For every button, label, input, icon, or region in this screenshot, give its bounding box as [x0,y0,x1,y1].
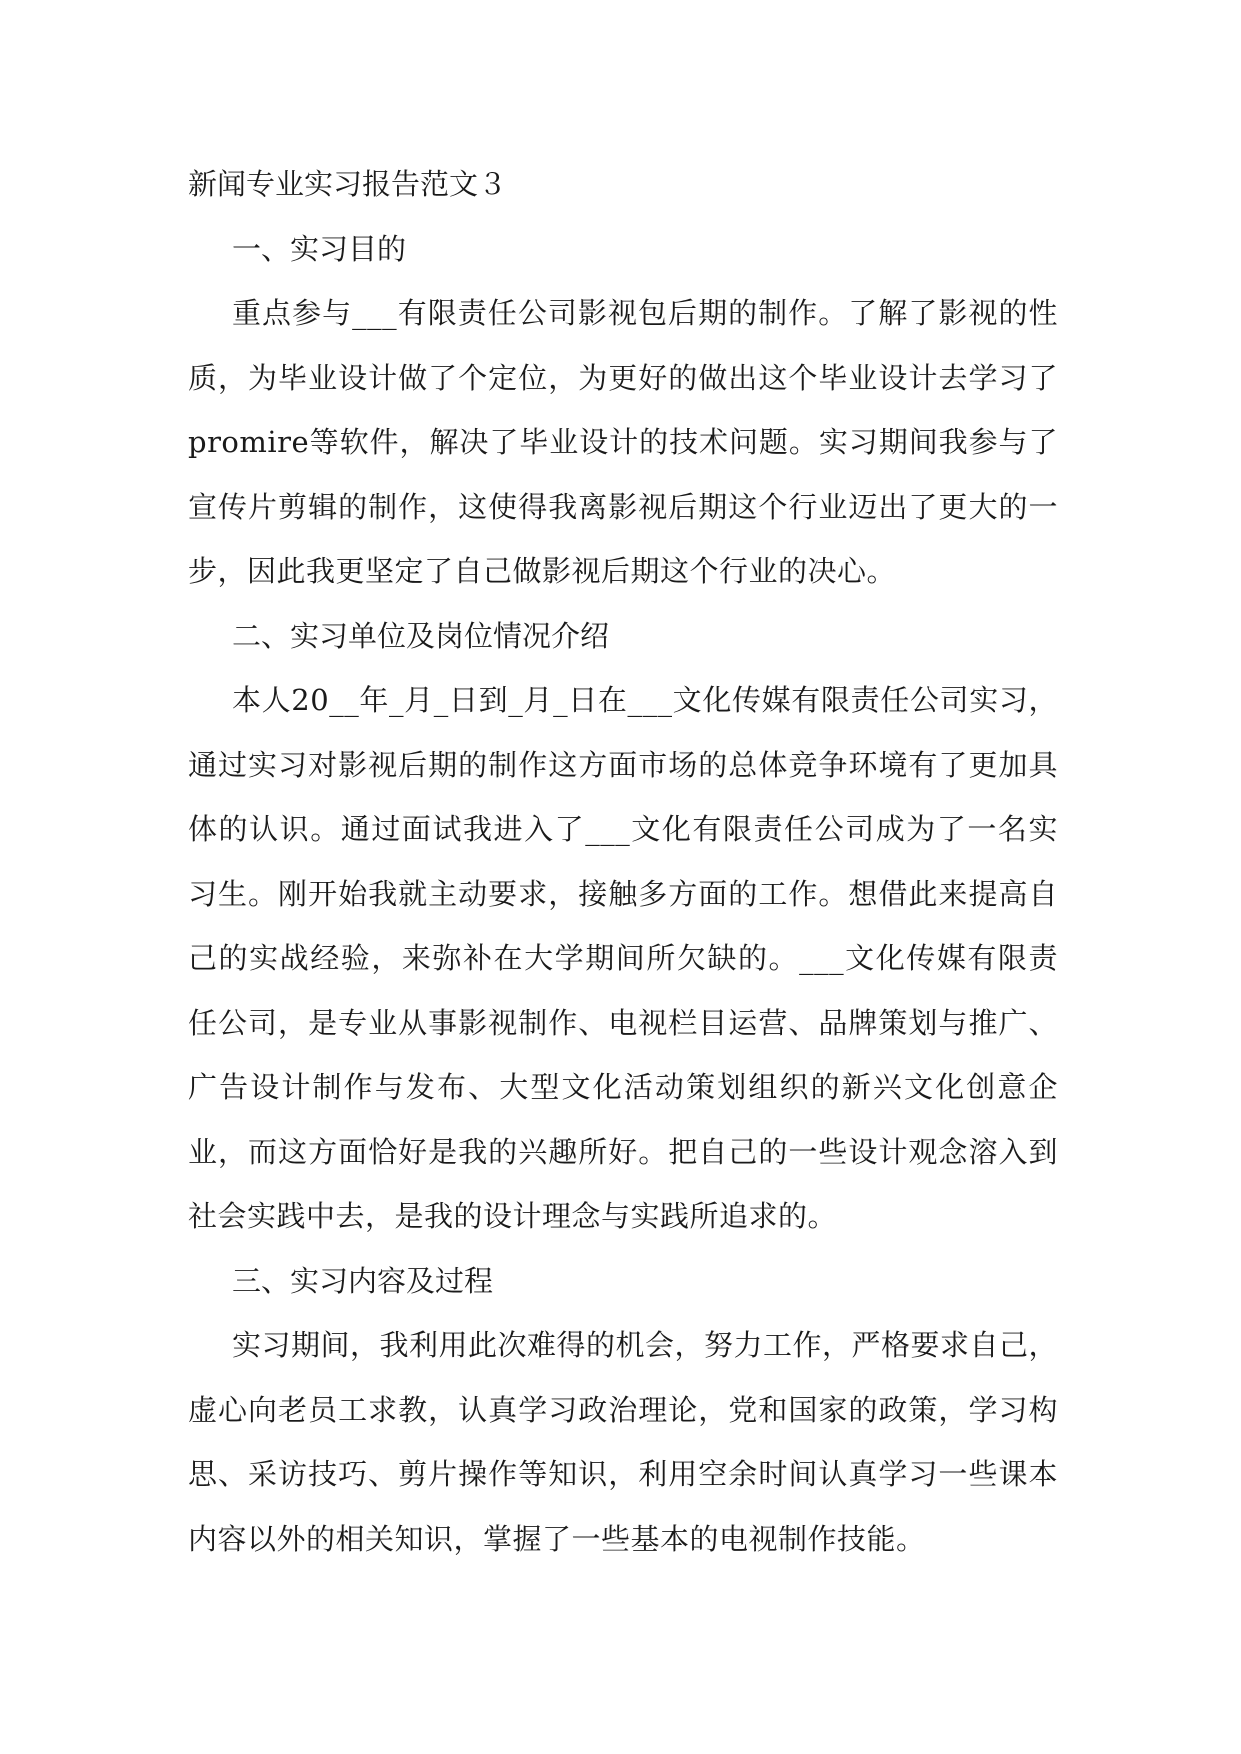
paragraph-content-process: 实习期间，我利用此次难得的机会，努力工作，严格要求自己，虚心向老员工求教，认真学习政治理论，党和国家的政策，学习构思、采访技巧、剪片操作等知识，利用空余时间认真学习一些课本内容以外的相关知识，掌握了一些基本的电视制作技能。 [188,1328,1059,1556]
paragraph-unit-intro: 本人20__年_月_日到_月_日在___文化传媒有限责任公司实习，通过实习对影视后期的制作这方面市场的总体竞争环境有了更加具体的认识。通过面试我进入了___文化有限责任公司成为了一名实习生。刚开始我就主动要求，接触多方面的工作。想借此来提高自己的实战经验，来弥补在大学期间所欠缺的。___文化传媒有限责任公司，是专业从事影视制作、电视栏目运营、品牌策划与推广、广告设计制作与发布、大型文化活动策划组织的新兴文化创意企业，而这方面恰好是我的兴趣所好。把自己的一些设计观念溶入到社会实践中去，是我的设计理念与实践所追求的。 [188,683,1058,1233]
document-title: 新闻专业实习报告范文３ [188,167,508,201]
paragraph-purpose: 重点参与___有限责任公司影视包后期的制作。了解了影视的性质，为毕业设计做了个定位，为更好的做出这个毕业设计去学习了promire等软件，解决了毕业设计的技术问题。实习期间我参与了宣传片剪辑的制作，这使得我离影视后期这个行业迈出了更大的一步，因此我更坚定了自己做影视后期这个行业的决心。 [188,296,1058,588]
section-heading-unit-intro: 二、实习单位及岗位情况介绍 [232,618,610,653]
document-body [188,152,1058,1571]
section-heading-content-process: 三、实习内容及过程 [232,1263,494,1298]
section-heading-purpose: 一、实习目的 [232,231,407,266]
